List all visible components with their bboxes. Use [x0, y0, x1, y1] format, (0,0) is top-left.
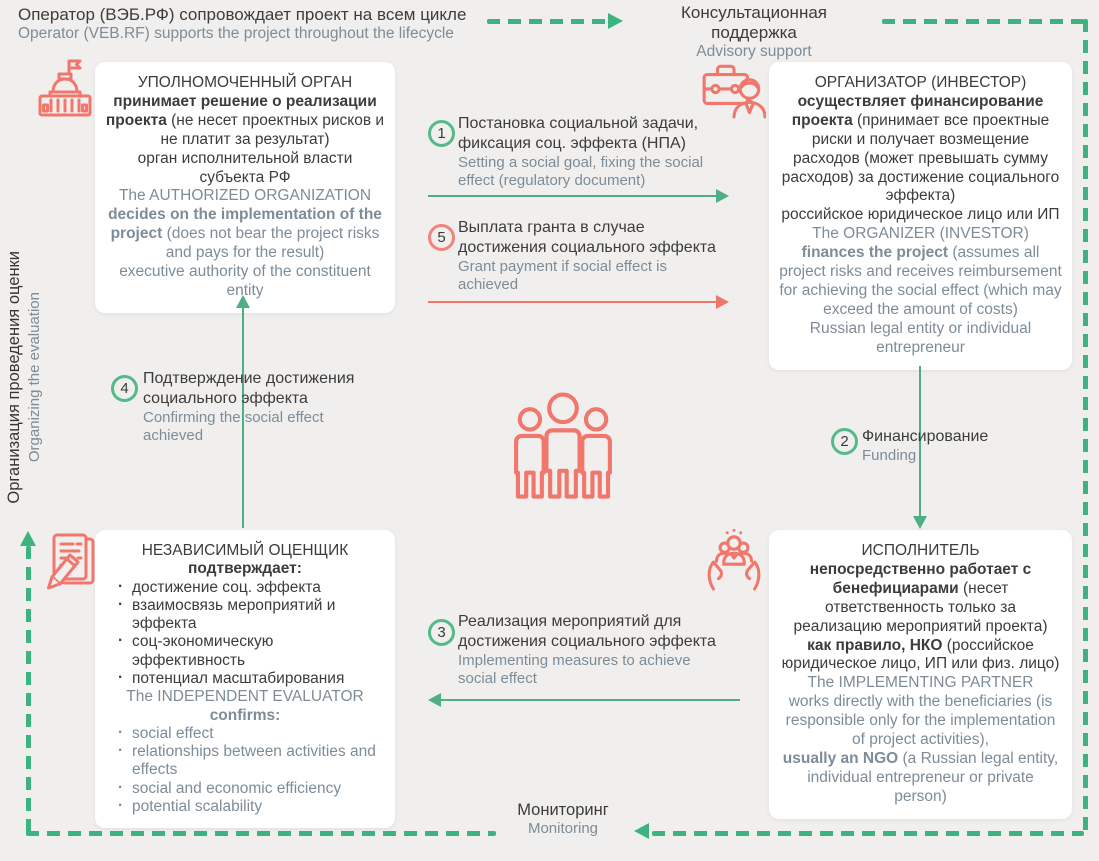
independent-evaluator-bullets-ru: · достижение соц. эффекта · взаимосвязь мероприятий и эффекта · соц-экономическую эффективность · потенциал масштабирования [105, 579, 385, 689]
authorized-organization-card [95, 62, 395, 313]
step-4-ru: Подтверждение достижения социального эффекта [143, 370, 355, 407]
monitoring-label [478, 801, 648, 837]
step-2-badge [831, 428, 858, 455]
step-2-en: Funding [862, 447, 917, 464]
step-1-en: Setting a social goal, fixing the social effect (regulatory document) [458, 154, 704, 190]
evaluation-axis-en: Organizing the evaluation [26, 292, 43, 463]
hands-people-icon [701, 526, 767, 592]
independent-evaluator-card [95, 530, 395, 828]
left-dashed-line [26, 546, 31, 833]
monitoring-en: Monitoring [527, 820, 599, 837]
evaluation-axis-label [5, 205, 43, 550]
step-1-number: 1 [437, 125, 446, 142]
step-4-en: Confirming the social effect achieved [143, 409, 324, 445]
step-4-arrowhead-up-icon [236, 295, 250, 308]
authorized-organization-text: УПОЛНОМОЧЕННЫЙ ОРГАН принимает решение о реализации проекта (не несет проектных рисков и не платит за результат) орган исполнительной власти субъекта РФ The AUTHORIZED ORGANIZATION decides on the implementation of the project (does not bear the project risks and pays for the result) executive authority of the constituent entity [105, 74, 385, 299]
advisory-support-en: Advisory support [696, 43, 812, 60]
step-5-ru: Выплата гранта в случае достижения социального эффекта [458, 219, 716, 256]
evaluation-axis-ru: Организация проведения оценки [5, 251, 23, 504]
step-3-arrowhead-left-icon [428, 693, 441, 707]
step-3-arrow-line [440, 699, 740, 701]
government-building-icon [33, 57, 97, 121]
step-4-badge [111, 375, 138, 402]
step-2-label [862, 427, 1062, 465]
step-3-number: 3 [437, 624, 446, 641]
step-5-label [458, 218, 728, 295]
operator-note [18, 5, 466, 43]
independent-evaluator-title: НЕЗАВИСИМЫЙ ОЦЕНЩИК подтверждает: [141, 542, 349, 578]
advisory-support-label [636, 3, 872, 61]
step-5-badge [428, 224, 455, 251]
step-1-arrow-line [428, 195, 718, 197]
operator-note-en: Operator (VEB.RF) supports the project throughout the lifecycle [18, 25, 454, 42]
advisory-arrowhead-right-icon [608, 13, 623, 29]
monitoring-ru: Мониторинг [517, 801, 609, 819]
implementing-partner-text: ИСПОЛНИТЕЛЬ непосредственно работает с бенефициарами (несет ответственность только за реализацию мероприятий проекта) как правило, НКО (российское юридическое лицо, ИП или физ. лицо) The IMPLEMENTING PARTNER works directly with the beneficiaries (is responsible only for the implementation of project activities), usually an NGO (a Russian legal entity, individual entrepreneur or private person) [781, 542, 1060, 805]
step-4-label [143, 369, 383, 446]
step-2-ru: Финансирование [862, 428, 989, 445]
step-2-number: 2 [840, 433, 849, 450]
step-5-en: Grant payment if social effect is achieved [458, 258, 667, 294]
step-3-badge [428, 619, 455, 646]
organizer-investor-text: ОРГАНИЗАТОР (ИНВЕСТОР) осуществляет финансирование проекта (принимает все проектные риски и получает возмещение расходов (может превышать сумму расходов) за достижение социального эффекта) российское юридическое лицо или ИП The ORGANIZER (INVESTOR) finances the project (assumes all project risks and receives reimbursement for achieving the social effect (which may exceed the amount of costs) Russian legal entity or individual entrepreneur [779, 74, 1062, 356]
operator-note-ru: Оператор (ВЭБ.РФ) сопровождает проект на всем цикле [18, 5, 467, 24]
step-1-badge [428, 120, 455, 147]
advisory-support-ru: Консультационная поддержка [681, 3, 827, 42]
right-dashed-line [1083, 19, 1088, 833]
beneficiaries-people-icon [506, 384, 620, 508]
independent-evaluator-bullets-en: · social effect · relationships between activities and effects · social and economic efficiency · potential scalability [105, 725, 385, 816]
implementing-partner-card [769, 530, 1072, 819]
step-4-number: 4 [120, 380, 129, 397]
step-5-arrow-line [428, 301, 718, 303]
step-2-arrowhead-down-icon [913, 516, 927, 529]
step-3-ru: Реализация мероприятий для достижения социального эффекта [458, 613, 716, 650]
advisory-dashed-line-left [487, 19, 607, 24]
step-5-number: 5 [437, 229, 446, 246]
monitoring-dashed-line-right [652, 831, 1084, 836]
step-5-arrowhead-right-icon [716, 295, 729, 309]
step-1-arrowhead-right-icon [716, 189, 729, 203]
monitoring-dashed-line-left [26, 831, 496, 836]
step-3-label [458, 612, 728, 689]
step-1-label [458, 114, 728, 191]
independent-evaluator-title-en: The INDEPENDENT EVALUATOR confirms: [126, 688, 364, 724]
document-pencil-icon [40, 530, 104, 594]
step-3-en: Implementing measures to achieve social effect [458, 652, 691, 688]
step-1-ru: Постановка социальной задачи, фиксация соц. эффекта (НПА) [458, 115, 699, 152]
organizer-investor-card [769, 62, 1072, 370]
advisory-dashed-line-right [882, 19, 1084, 24]
